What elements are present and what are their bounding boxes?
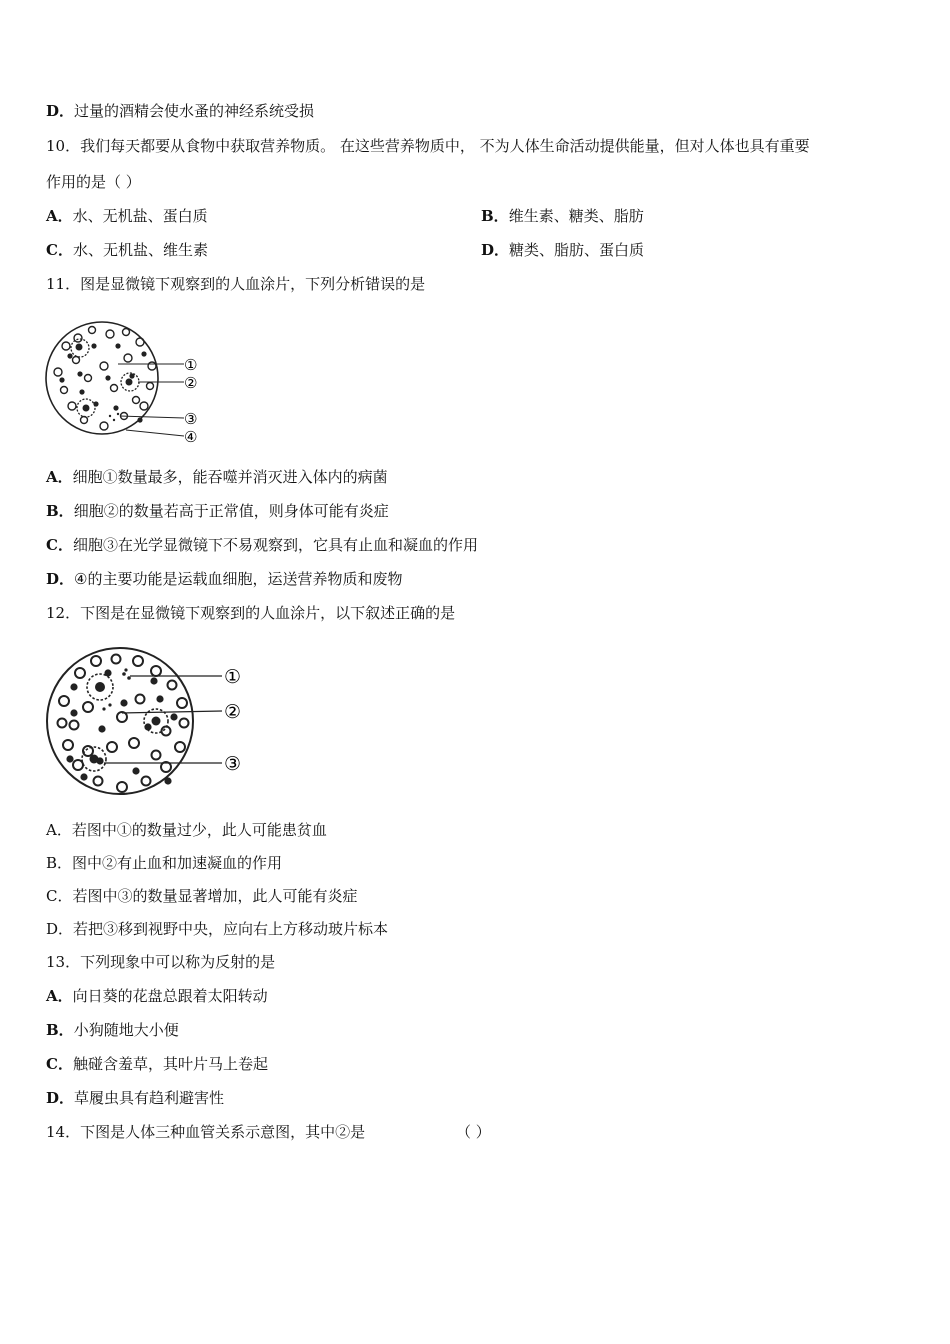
option-label: D． [46, 920, 74, 938]
option-text: 草履虫具有趋利避害性 [74, 1089, 225, 1107]
option-text: 过量的酒精会使水蚤的神经系统受损 [74, 102, 315, 120]
option-text: 触碰含羞草，其叶片马上卷起 [72, 1055, 268, 1073]
option-label: D． [46, 1089, 75, 1107]
option-label: A． [46, 821, 72, 839]
q10-stem-line2: 作用的是（ ） [46, 173, 141, 191]
figure-label: ② [184, 374, 198, 392]
figure-label: ① [224, 666, 242, 688]
q10-option-c [46, 240, 208, 260]
option-label: B． [46, 854, 73, 872]
option-label: D． [46, 102, 75, 120]
q10-option-d [481, 240, 644, 260]
option-text: 糖类、脂肪、蛋白质 [509, 241, 645, 259]
q11-stem: 11．图是显微镜下观察到的人血涂片，下列分析错误的是 [46, 275, 426, 293]
q13-option-b [46, 1020, 179, 1040]
figure-label: ② [224, 701, 242, 723]
option-text: 维生素、糖类、脂肪 [508, 207, 644, 225]
option-text: 向日葵的花盘总跟着太阳转动 [72, 987, 268, 1005]
option-text: 水、无机盐、蛋白质 [72, 207, 208, 225]
option-label: C． [46, 536, 73, 554]
q10-option-a [46, 206, 208, 226]
option-text: 若图中①的数量过少，此人可能患贫血 [71, 821, 327, 839]
option-text: 细胞②的数量若高于正常值，则身体可能有炎症 [73, 502, 389, 520]
q14-stem: 14．下图是人体三种血管关系示意图，其中②是 [46, 1123, 366, 1141]
option-label: B． [481, 207, 509, 225]
q12-option-c [46, 886, 358, 906]
q12-blood-smear-figure [44, 643, 250, 803]
option-label: A． [46, 987, 73, 1005]
option-text: 水、无机盐、维生素 [72, 241, 208, 259]
figure-label: ③ [224, 753, 242, 775]
figure-label: ④ [184, 428, 198, 446]
q13-option-d [46, 1088, 224, 1108]
q12-option-a [46, 820, 327, 840]
q10-stem-line1: 10．我们每天都要从食物中获取营养物质。 在这些营养物质中， 不为人体生命活动提供能量，但对人体也具有重要 [46, 137, 810, 155]
q9-option-d [46, 101, 314, 121]
figure-label: ③ [184, 410, 198, 428]
q11-option-b [46, 501, 389, 521]
option-text: 图中②有止血和加速凝血的作用 [72, 854, 283, 872]
option-label: C． [46, 1055, 73, 1073]
q11-option-a [46, 467, 388, 487]
q14-answer-blank: （ ） [456, 1123, 491, 1141]
q10-option-b [481, 206, 644, 226]
option-text: 若把③移到视野中央，应向右上方移动玻片标本 [73, 920, 389, 938]
q12-option-b [46, 853, 282, 873]
option-label: C． [46, 887, 73, 905]
q11-blood-smear-figure [44, 316, 208, 448]
q12-option-d [46, 919, 388, 939]
option-label: A． [46, 207, 73, 225]
q13-stem: 13．下列现象中可以称为反射的是 [46, 953, 276, 971]
option-label: A． [46, 468, 73, 486]
option-label: D． [481, 241, 510, 259]
option-label: C． [46, 241, 73, 259]
option-text: 小狗随地大小便 [73, 1021, 179, 1039]
q11-option-d [46, 569, 402, 589]
option-label: B． [46, 502, 74, 520]
figure-label: ① [184, 356, 198, 374]
q13-option-a [46, 986, 268, 1006]
option-text: 若图中③的数量显著增加，此人可能有炎症 [72, 887, 358, 905]
option-text: 细胞①数量最多，能吞噬并消灭进入体内的病菌 [72, 468, 388, 486]
option-label: D． [46, 570, 75, 588]
option-text: ④的主要功能是运载血细胞，运送营养物质和废物 [74, 570, 403, 588]
option-text: 细胞③在光学显微镜下不易观察到，它具有止血和凝血的作用 [72, 536, 478, 554]
q13-option-c [46, 1054, 268, 1074]
q12-stem: 12．下图是在显微镜下观察到的人血涂片，以下叙述正确的是 [46, 604, 456, 622]
option-label: B． [46, 1021, 74, 1039]
q11-option-c [46, 535, 478, 555]
